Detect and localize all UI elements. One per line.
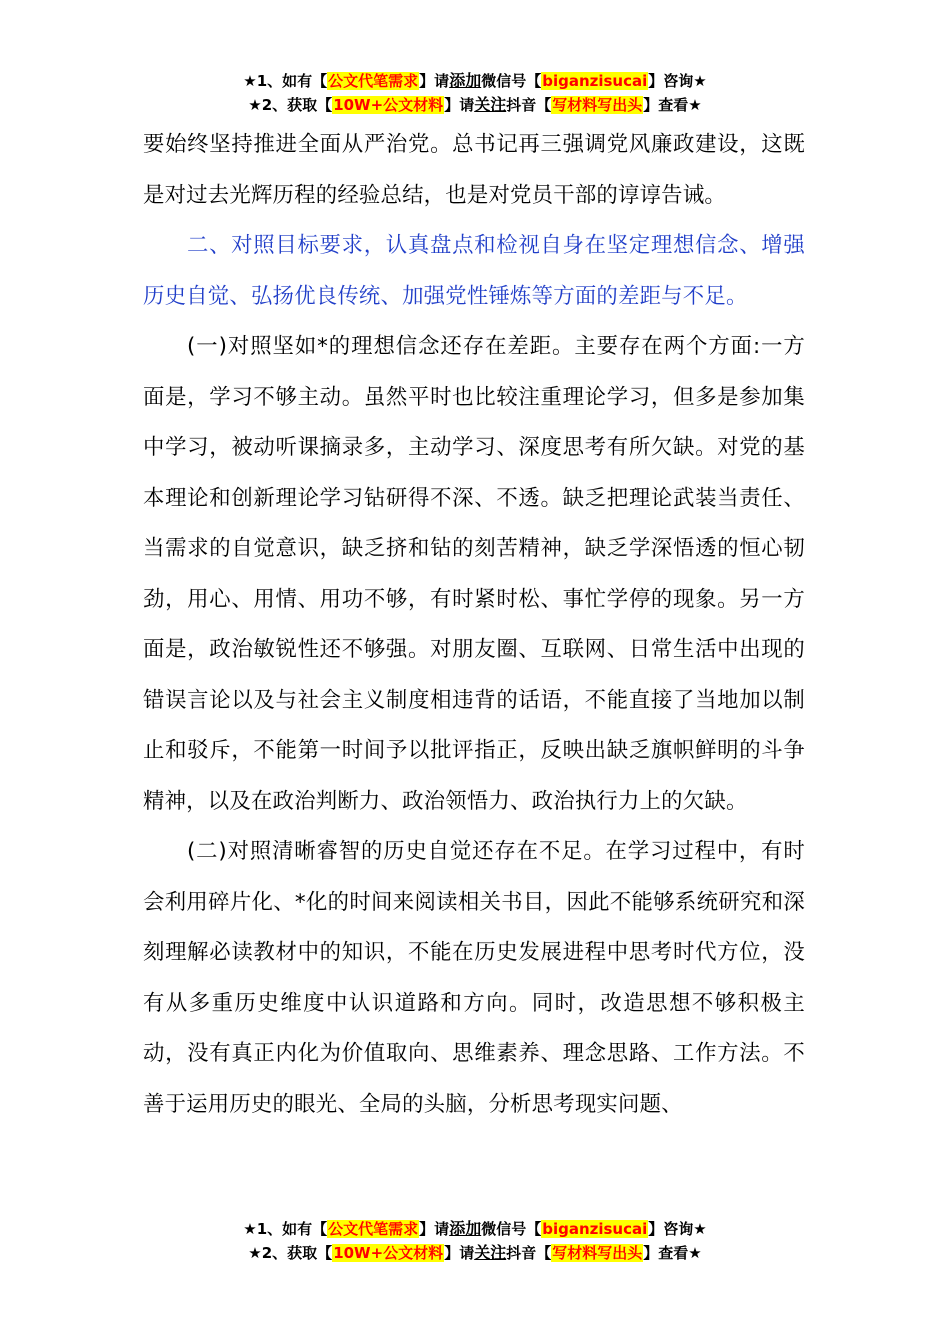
promo-highlight-materials: 10W+公文材料 (333, 96, 444, 114)
promo-text: 】请 (444, 96, 475, 114)
promo-highlight-service: 公文代笔需求 (328, 1220, 419, 1238)
paragraph-ideals-beliefs: (一)对照坚如*的理想信念还存在差距。主要存在两个方面:一方面是，学习不够主动。虽然平时也比较注重理论学习，但多是参加集中学习，被动听课摘录多，主动学习、深度思考有所欠缺。对党的基本理论和创新理论学习钻研得不深、不透。缺乏把理论武装当责任、当需求的自觉意识，缺乏挤和钻的刻苦精神，缺乏学深悟透的恒心韧劲，用心、用情、用功不够，有时紧时松、事忙学停的现象。另一方面是，政治敏锐性还不够强。对朋友圈、互联网、日常生活中出现的错误言论以及与社会主义制度相违背的话语，不能直接了当地加以制止和驳斥，不能第一时间予以批评指正，反映出缺乏旗帜鲜明的斗争精神，以及在政治判断力、政治领悟力、政治执行力上的欠缺。 (143, 334, 805, 814)
promo-text: 抖音【 (506, 1244, 552, 1262)
promo-text: 】请 (419, 1220, 450, 1238)
promo-text: 】查看★ (643, 1244, 702, 1262)
promo-text: ★1、如有【 (243, 1220, 328, 1238)
paragraph-continued: 要始终坚持推进全面从严治党。总书记再三强调党风廉政建设，这既是对过去光辉历程的经验总结，也是对党员干部的谆谆告诫。 (143, 132, 805, 208)
promo-underline-follow: 关注 (474, 95, 507, 114)
promo-highlight-douyin-account: 写材料写出头 (552, 96, 643, 114)
promo-text: 】查看★ (643, 96, 702, 114)
promo-text: 】咨询★ (648, 72, 707, 90)
promo-text: ★1、如有【 (243, 72, 328, 90)
promo-highlight-materials: 10W+公文材料 (333, 1244, 444, 1262)
promo-underline-follow: 关注 (474, 1243, 507, 1262)
footer-promo-banner (0, 1217, 950, 1265)
promo-line-1 (0, 69, 950, 93)
promo-text: 】请 (444, 1244, 475, 1262)
promo-text: 微信号【 (481, 72, 542, 90)
promo-highlight-wechat-id: biganzisucai (542, 72, 648, 90)
promo-line-2 (0, 1241, 950, 1265)
promo-underline-add: 添加 (449, 1219, 482, 1238)
section-heading-2: 二、对照目标要求，认真盘点和检视自身在坚定理想信念、增强历史自觉、弘扬优良传统、加强党性锤炼等方面的差距与不足。 (143, 233, 805, 309)
promo-text: 】请 (419, 72, 450, 90)
paragraph-historical-awareness: (二)对照清晰睿智的历史自觉还存在不足。在学习过程中，有时会利用碎片化、*化的时间来阅读相关书目，因此不能够系统研究和深刻理解必读教材中的知识，不能在历史发展进程中思考时代方位，没有从多重历史维度中认识道路和方向。同时，改造思想不够积极主动，没有真正内化为价值取向、思维素养、理念思路、工作方法。不善于运用历史的眼光、全局的头脑，分析思考现实问题、 (143, 839, 805, 1117)
document-body (143, 120, 805, 1130)
promo-highlight-service: 公文代笔需求 (328, 72, 419, 90)
header-promo-banner (0, 69, 950, 117)
promo-highlight-douyin-account: 写材料写出头 (552, 1244, 643, 1262)
promo-text: 微信号【 (481, 1220, 542, 1238)
promo-text: ★2、获取【 (248, 96, 333, 114)
promo-text: 】咨询★ (648, 1220, 707, 1238)
promo-line-1 (0, 1217, 950, 1241)
promo-line-2 (0, 93, 950, 117)
promo-underline-add: 添加 (449, 71, 482, 90)
promo-highlight-wechat-id: biganzisucai (542, 1220, 648, 1238)
promo-text: 抖音【 (506, 96, 552, 114)
promo-text: ★2、获取【 (248, 1244, 333, 1262)
